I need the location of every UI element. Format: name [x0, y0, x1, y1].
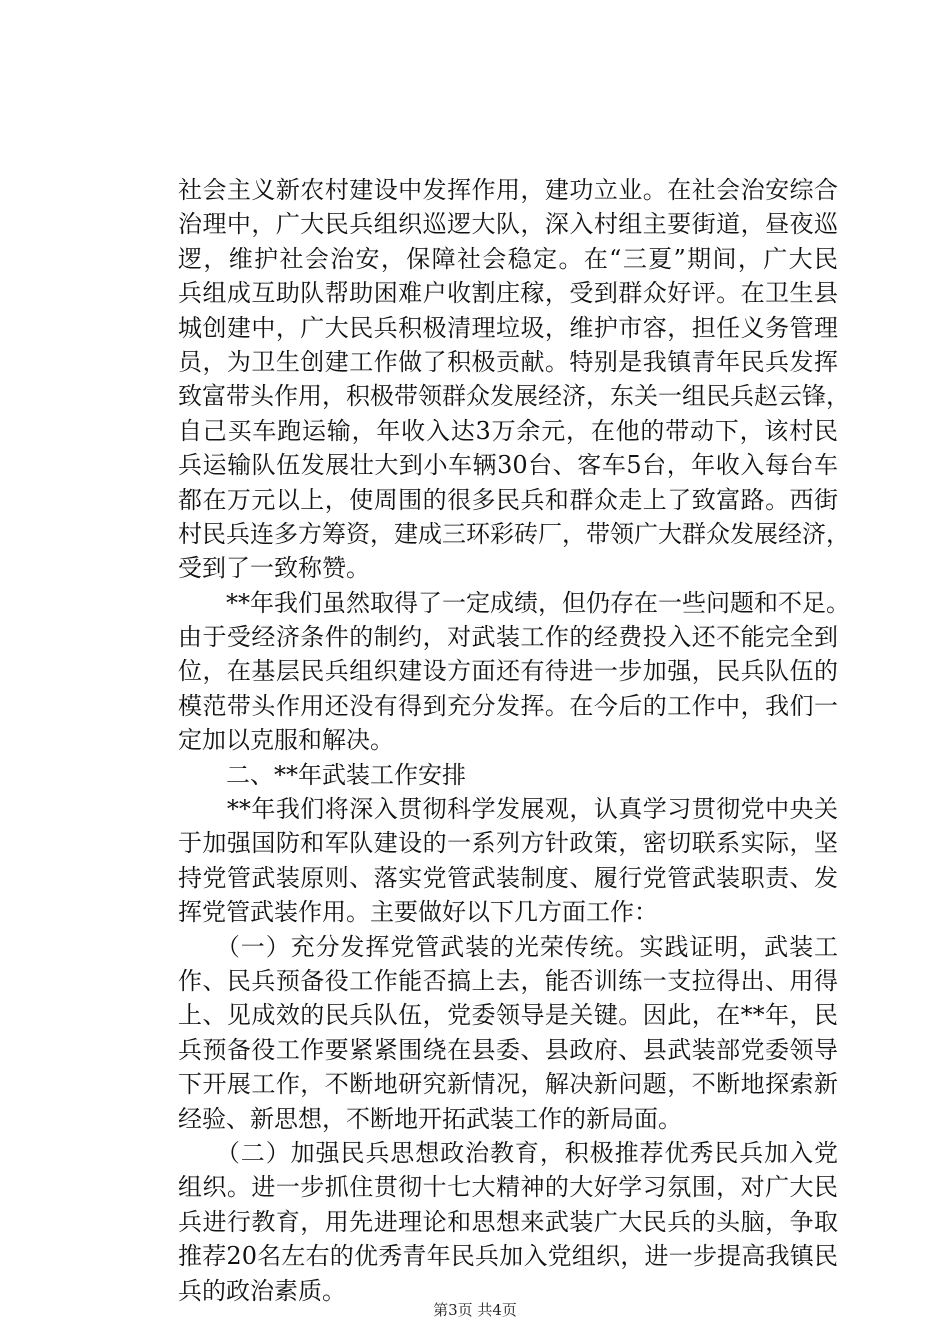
text-line: 持党管武装原则、落实党管武装制度、履行党管武装职责、发: [178, 863, 838, 892]
text-line: 上、见成效的民兵队伍，党委领导是关键。因此，在**年，民: [178, 1001, 838, 1030]
text-line: 受到了一致称赞。: [178, 554, 370, 583]
text-line: 位，在基层民兵组织建设方面还有待进一步加强，民兵队伍的: [178, 657, 838, 686]
text-line: 组织。进一步抓住贯彻十七大精神的大好学习氛围，对广大民: [178, 1173, 838, 1202]
text-line: 于加强国防和军队建设的一系列方针政策，密切联系实际，坚: [178, 829, 838, 858]
text-line: 兵的政治素质。: [178, 1276, 346, 1305]
text-line: 自己买车跑运输，年收入达3万余元，在他的带动下，该村民: [178, 416, 838, 445]
text-line: 逻，维护社会治安，保障社会稳定。在“三夏”期间，广大民: [178, 244, 838, 273]
text-line: （一）充分发挥党管武装的光荣传统。实践证明，武装工: [178, 932, 838, 961]
text-line: 下开展工作，不断地研究新情况，解决新问题，不断地探索新: [178, 1070, 838, 1099]
text-line: 兵组成互助队帮助困难户收割庄稼，受到群众好评。在卫生县: [178, 279, 838, 308]
text-line: 挥党管武装作用。主要做好以下几方面工作：: [178, 898, 658, 927]
text-line: 经验、新思想，不断地开拓武装工作的新局面。: [178, 1104, 682, 1133]
text-line: 社会主义新农村建设中发挥作用，建功立业。在社会治安综合: [178, 176, 838, 204]
text-line: 村民兵连多方筹资，建成三环彩砖厂，带领广大群众发展经济，: [178, 519, 850, 548]
text-line: 兵运输队伍发展壮大到小车辆30台、客车5台，年收入每台车: [178, 451, 838, 480]
section-heading: 二、**年武装工作安排: [178, 760, 466, 789]
text-line: 兵预备役工作要紧紧围绕在县委、县政府、县武装部党委领导: [178, 1035, 838, 1064]
text-line: 推荐20名左右的优秀青年民兵加入党组织，进一步提高我镇民: [178, 1242, 838, 1271]
text-line: 作、民兵预备役工作能否搞上去，能否训练一支拉得出、用得: [178, 966, 838, 995]
text-line: （二）加强民兵思想政治教育，积极推荐优秀民兵加入党: [178, 1138, 838, 1167]
text-line: **年我们虽然取得了一定成绩，但仍存在一些问题和不足。: [178, 588, 850, 617]
text-line: 致富带头作用，积极带领群众发展经济，东关一组民兵赵云锋，: [178, 382, 850, 411]
text-line: **年我们将深入贯彻科学发展观，认真学习贯彻党中央关: [178, 795, 838, 824]
text-line: 城创建中，广大民兵积极清理垃圾，维护市容，担任义务管理: [178, 313, 838, 342]
text-line: 都在万元以上，使周围的很多民兵和群众走上了致富路。西街: [178, 485, 838, 514]
text-line: 治理中，广大民兵组织巡逻大队，深入村组主要街道，昼夜巡: [178, 210, 838, 239]
body-text: [178, 173, 850, 1308]
text-line: 模范带头作用还没有得到充分发挥。在今后的工作中，我们一: [178, 691, 838, 720]
text-line: 定加以克服和解决。: [178, 726, 394, 755]
text-line: 由于受经济条件的制约，对武装工作的经费投入还不能完全到: [178, 623, 838, 652]
text-line: 员，为卫生创建工作做了积极贡献。特别是我镇青年民兵发挥: [178, 347, 838, 376]
text-line: 兵进行教育，用先进理论和思想来武装广大民兵的头脑，争取: [178, 1207, 838, 1236]
page-footer: 第3页 共4页: [433, 1301, 517, 1319]
